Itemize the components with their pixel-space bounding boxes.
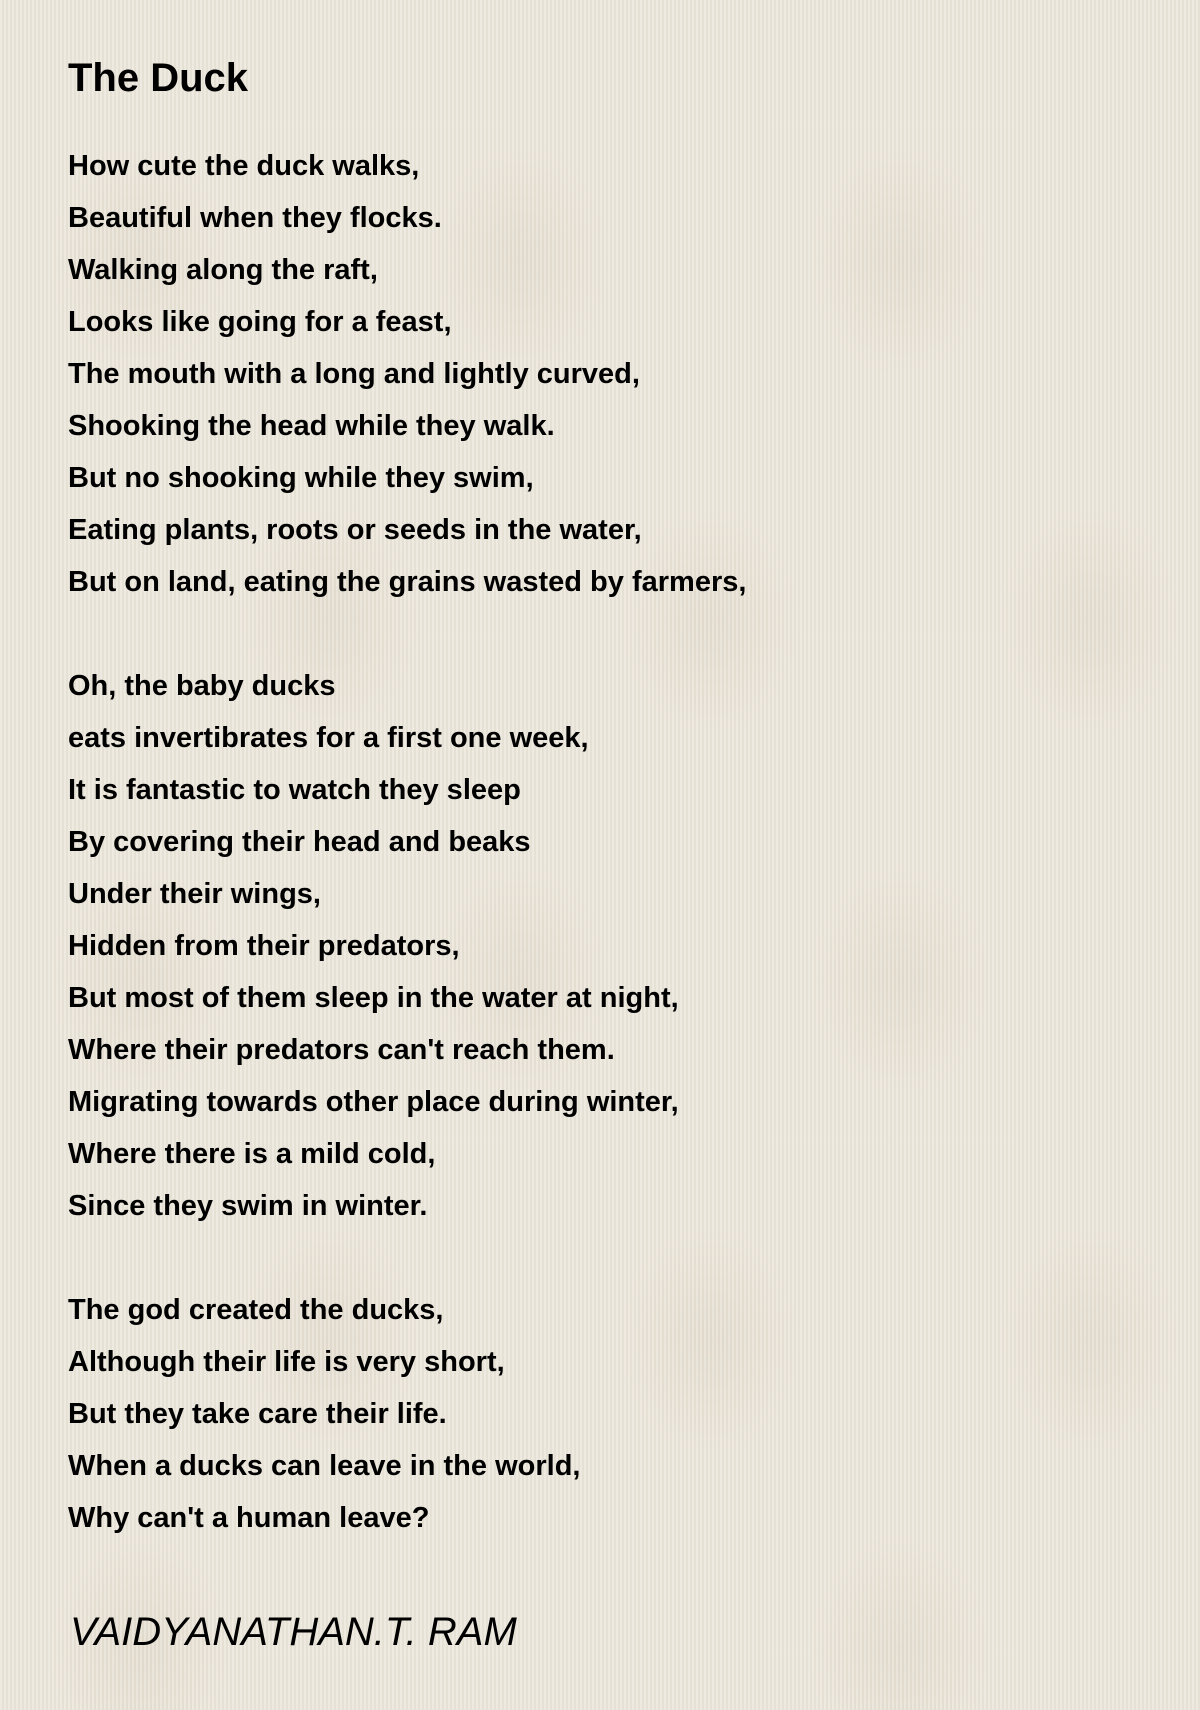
poem-line: When a ducks can leave in the world, bbox=[68, 1450, 581, 1482]
poem-line: Why can't a human leave? bbox=[68, 1502, 430, 1534]
poem-line: Looks like going for a feast, bbox=[68, 306, 452, 338]
poem-line: But no shooking while they swim, bbox=[68, 462, 534, 494]
poem-line: Eating plants, roots or seeds in the water, bbox=[68, 514, 642, 546]
poem-line: How cute the duck walks, bbox=[68, 150, 420, 182]
poem-page bbox=[68, 50, 1148, 1596]
poem-line: Beautiful when they flocks. bbox=[68, 202, 442, 234]
stanza-3 bbox=[68, 1284, 1148, 1544]
poem-line: Where there is a mild cold, bbox=[68, 1138, 436, 1170]
poem-line: Hidden from their predators, bbox=[68, 930, 460, 962]
poem-line: But they take care their life. bbox=[68, 1398, 447, 1430]
stanza-1 bbox=[68, 140, 1148, 608]
stanza-2 bbox=[68, 660, 1148, 1232]
poem-line: By covering their head and beaks bbox=[68, 826, 531, 858]
poem-line: But on land, eating the grains wasted by farmers, bbox=[68, 566, 747, 598]
poem-line: Walking along the raft, bbox=[68, 254, 378, 286]
poem-line: eats invertibrates for a first one week, bbox=[68, 722, 589, 754]
poem-line: Migrating towards other place during winter, bbox=[68, 1086, 679, 1118]
poem-title: The Duck bbox=[68, 56, 249, 100]
poem-line: But most of them sleep in the water at night, bbox=[68, 982, 679, 1014]
poem-line: The mouth with a long and lightly curved, bbox=[68, 358, 640, 390]
poem-line: Shooking the head while they walk. bbox=[68, 410, 555, 442]
poem-author: VAIDYANATHAN.T. RAM bbox=[70, 1610, 517, 1654]
poem-line: Although their life is very short, bbox=[68, 1346, 505, 1378]
poem-line: The god created the ducks, bbox=[68, 1294, 444, 1326]
poem-line: Since they swim in winter. bbox=[68, 1190, 428, 1222]
poem-line: It is fantastic to watch they sleep bbox=[68, 774, 521, 806]
poem-line: Oh, the baby ducks bbox=[68, 670, 336, 702]
poem-line: Where their predators can't reach them. bbox=[68, 1034, 615, 1066]
poem-line: Under their wings, bbox=[68, 878, 321, 910]
